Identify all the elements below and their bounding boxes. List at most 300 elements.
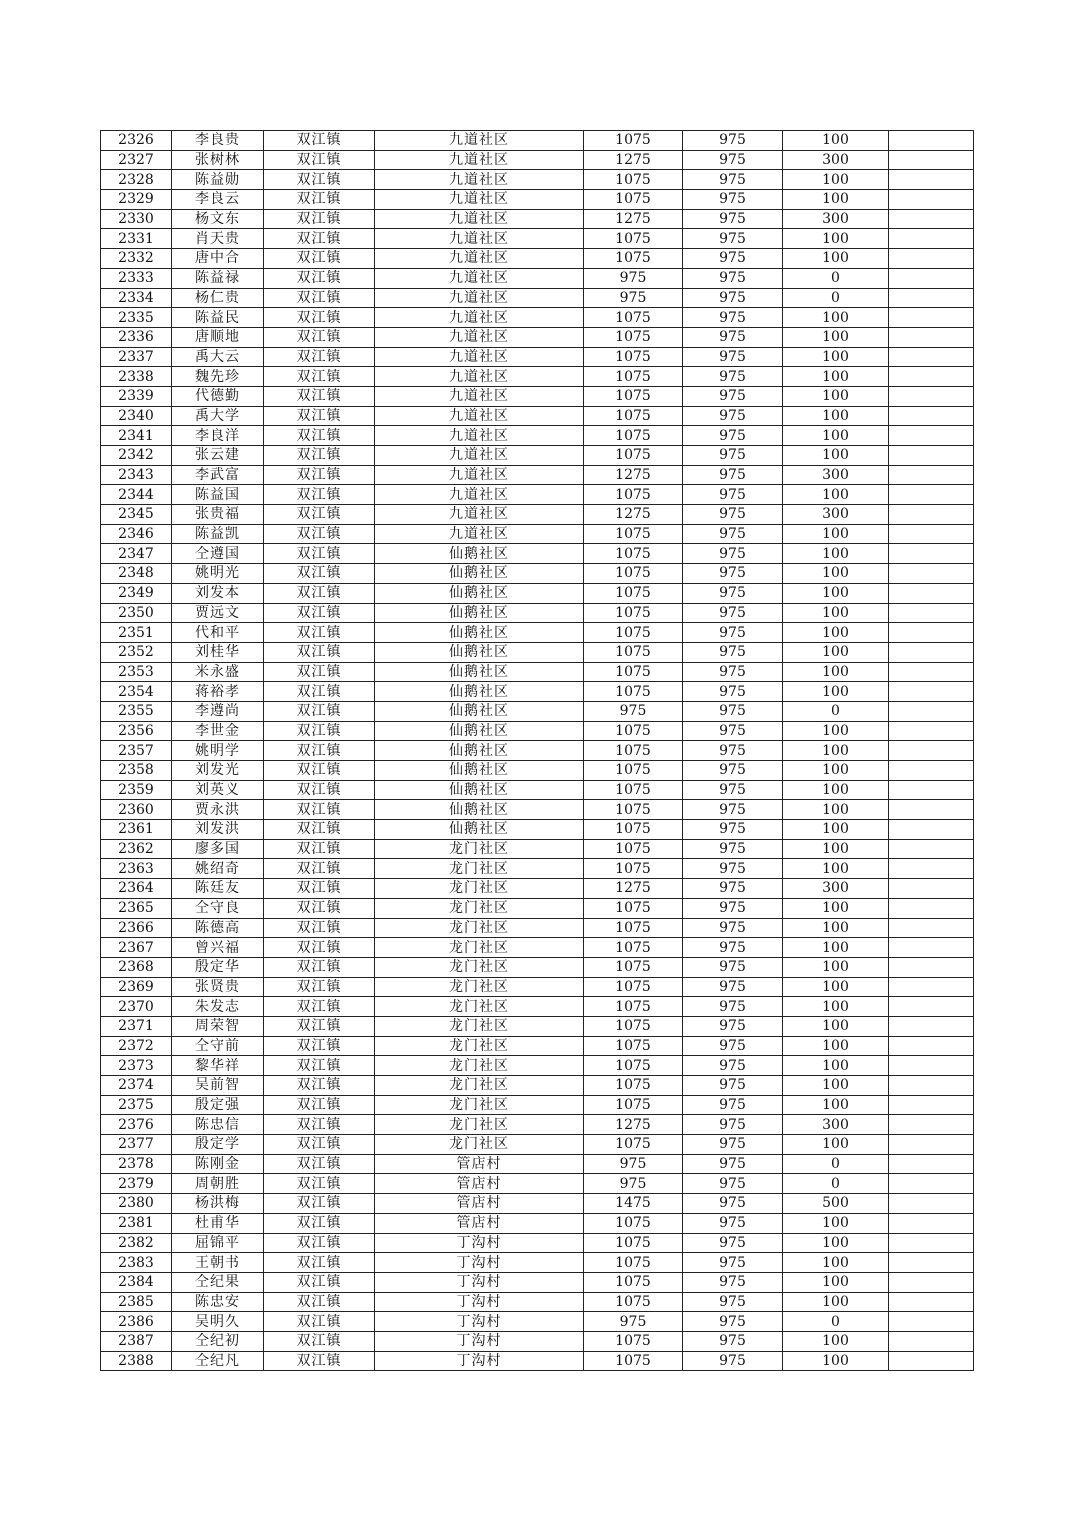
cell-row-number: 2329 (101, 190, 172, 210)
cell-row-number: 2374 (101, 1076, 172, 1096)
cell-amount-base: 975 (683, 386, 783, 406)
cell-remark (889, 249, 974, 269)
cell-remark (889, 918, 974, 938)
cell-town: 双江镇 (264, 701, 375, 721)
cell-amount-diff: 100 (783, 938, 889, 958)
cell-town: 双江镇 (264, 1036, 375, 1056)
cell-name: 仝遵国 (172, 544, 264, 564)
cell-name: 殷定学 (172, 1135, 264, 1155)
cell-row-number: 2373 (101, 1056, 172, 1076)
cell-remark (889, 406, 974, 426)
cell-amount-diff: 100 (783, 957, 889, 977)
cell-name: 殷定华 (172, 957, 264, 977)
table-row (101, 977, 974, 997)
cell-town: 双江镇 (264, 1233, 375, 1253)
cell-row-number: 2346 (101, 524, 172, 544)
cell-village: 九道社区 (375, 249, 584, 269)
cell-village: 龙门社区 (375, 1115, 584, 1135)
cell-row-number: 2364 (101, 879, 172, 899)
cell-remark (889, 465, 974, 485)
cell-name: 魏先珍 (172, 367, 264, 387)
cell-amount-total: 1075 (584, 859, 683, 879)
cell-amount-base: 975 (683, 1331, 783, 1351)
cell-amount-base: 975 (683, 1076, 783, 1096)
cell-remark (889, 1016, 974, 1036)
cell-remark (889, 1135, 974, 1155)
cell-row-number: 2328 (101, 170, 172, 190)
cell-village: 九道社区 (375, 150, 584, 170)
cell-remark (889, 426, 974, 446)
cell-remark (889, 268, 974, 288)
cell-amount-diff: 100 (783, 1253, 889, 1273)
cell-town: 双江镇 (264, 465, 375, 485)
cell-town: 双江镇 (264, 859, 375, 879)
cell-remark (889, 642, 974, 662)
table-row (101, 170, 974, 190)
cell-name: 屈锦平 (172, 1233, 264, 1253)
cell-remark (889, 1312, 974, 1332)
cell-amount-total: 1075 (584, 1272, 683, 1292)
cell-town: 双江镇 (264, 446, 375, 466)
cell-amount-base: 975 (683, 1016, 783, 1036)
cell-amount-diff: 100 (783, 131, 889, 151)
table-row (101, 1272, 974, 1292)
cell-name: 刘桂华 (172, 642, 264, 662)
table-row (101, 131, 974, 151)
cell-amount-total: 975 (584, 1174, 683, 1194)
cell-amount-base: 975 (683, 1056, 783, 1076)
table-row (101, 1213, 974, 1233)
cell-village: 九道社区 (375, 209, 584, 229)
cell-village: 仙鹅社区 (375, 701, 584, 721)
cell-amount-base: 975 (683, 1272, 783, 1292)
cell-amount-diff: 300 (783, 1115, 889, 1135)
cell-row-number: 2371 (101, 1016, 172, 1036)
cell-remark (889, 800, 974, 820)
cell-amount-diff: 100 (783, 977, 889, 997)
cell-amount-base: 975 (683, 898, 783, 918)
table-row (101, 347, 974, 367)
cell-row-number: 2376 (101, 1115, 172, 1135)
cell-name: 陈益国 (172, 485, 264, 505)
cell-amount-base: 975 (683, 1351, 783, 1371)
cell-amount-total: 1075 (584, 426, 683, 446)
cell-amount-diff: 100 (783, 721, 889, 741)
table-row (101, 249, 974, 269)
cell-amount-total: 1075 (584, 229, 683, 249)
cell-remark (889, 327, 974, 347)
table-row (101, 465, 974, 485)
cell-row-number: 2384 (101, 1272, 172, 1292)
cell-name: 禹大云 (172, 347, 264, 367)
table-row (101, 879, 974, 899)
cell-remark (889, 721, 974, 741)
cell-town: 双江镇 (264, 1272, 375, 1292)
cell-remark (889, 701, 974, 721)
table-row (101, 268, 974, 288)
table-row (101, 918, 974, 938)
table-row (101, 1154, 974, 1174)
cell-town: 双江镇 (264, 1154, 375, 1174)
cell-row-number: 2363 (101, 859, 172, 879)
cell-amount-total: 1075 (584, 977, 683, 997)
cell-village: 丁沟村 (375, 1272, 584, 1292)
cell-amount-diff: 100 (783, 564, 889, 584)
cell-amount-diff: 100 (783, 800, 889, 820)
cell-name: 仝守良 (172, 898, 264, 918)
cell-town: 双江镇 (264, 879, 375, 899)
table-row (101, 229, 974, 249)
table-row (101, 190, 974, 210)
cell-name: 陈益勋 (172, 170, 264, 190)
cell-name: 仝纪初 (172, 1331, 264, 1351)
cell-village: 九道社区 (375, 386, 584, 406)
cell-amount-diff: 100 (783, 1272, 889, 1292)
cell-amount-base: 975 (683, 131, 783, 151)
table-row (101, 1016, 974, 1036)
cell-remark (889, 1194, 974, 1214)
cell-amount-base: 975 (683, 209, 783, 229)
cell-amount-diff: 100 (783, 1095, 889, 1115)
cell-town: 双江镇 (264, 1095, 375, 1115)
cell-village: 仙鹅社区 (375, 721, 584, 741)
cell-amount-base: 975 (683, 1194, 783, 1214)
cell-row-number: 2382 (101, 1233, 172, 1253)
cell-row-number: 2377 (101, 1135, 172, 1155)
cell-remark (889, 544, 974, 564)
cell-name: 张云建 (172, 446, 264, 466)
cell-village: 龙门社区 (375, 1135, 584, 1155)
cell-amount-diff: 100 (783, 170, 889, 190)
cell-name: 肖天贵 (172, 229, 264, 249)
cell-amount-base: 975 (683, 839, 783, 859)
cell-row-number: 2387 (101, 1331, 172, 1351)
cell-amount-base: 975 (683, 170, 783, 190)
cell-amount-diff: 100 (783, 524, 889, 544)
cell-village: 丁沟村 (375, 1292, 584, 1312)
cell-amount-diff: 100 (783, 898, 889, 918)
cell-remark (889, 1174, 974, 1194)
cell-amount-total: 1075 (584, 406, 683, 426)
cell-row-number: 2331 (101, 229, 172, 249)
cell-amount-base: 975 (683, 1253, 783, 1273)
cell-amount-diff: 100 (783, 1331, 889, 1351)
cell-name: 姚绍奇 (172, 859, 264, 879)
cell-row-number: 2360 (101, 800, 172, 820)
cell-row-number: 2370 (101, 997, 172, 1017)
cell-row-number: 2361 (101, 820, 172, 840)
table-row (101, 505, 974, 525)
cell-name: 刘发洪 (172, 820, 264, 840)
table-row (101, 1194, 974, 1214)
cell-village: 仙鹅社区 (375, 583, 584, 603)
cell-amount-diff: 100 (783, 1036, 889, 1056)
cell-remark (889, 780, 974, 800)
cell-row-number: 2343 (101, 465, 172, 485)
cell-village: 龙门社区 (375, 1076, 584, 1096)
cell-row-number: 2368 (101, 957, 172, 977)
cell-name: 贾远文 (172, 603, 264, 623)
cell-remark (889, 1233, 974, 1253)
cell-amount-total: 975 (584, 268, 683, 288)
cell-remark (889, 623, 974, 643)
table-row (101, 1056, 974, 1076)
cell-village: 龙门社区 (375, 1056, 584, 1076)
cell-amount-base: 975 (683, 1174, 783, 1194)
cell-amount-base: 975 (683, 603, 783, 623)
cell-name: 贾永洪 (172, 800, 264, 820)
cell-name: 张贤贵 (172, 977, 264, 997)
cell-amount-diff: 100 (783, 603, 889, 623)
cell-village: 九道社区 (375, 170, 584, 190)
cell-amount-diff: 100 (783, 623, 889, 643)
cell-amount-total: 1275 (584, 1115, 683, 1135)
cell-row-number: 2338 (101, 367, 172, 387)
cell-town: 双江镇 (264, 485, 375, 505)
cell-amount-base: 975 (683, 918, 783, 938)
cell-name: 张树林 (172, 150, 264, 170)
cell-amount-diff: 100 (783, 386, 889, 406)
cell-amount-base: 975 (683, 327, 783, 347)
table-row (101, 859, 974, 879)
cell-row-number: 2335 (101, 308, 172, 328)
cell-name: 李武富 (172, 465, 264, 485)
table-row (101, 150, 974, 170)
table-row (101, 1253, 974, 1273)
cell-village: 九道社区 (375, 131, 584, 151)
cell-name: 陈德高 (172, 918, 264, 938)
cell-town: 双江镇 (264, 426, 375, 446)
table-row (101, 386, 974, 406)
cell-town: 双江镇 (264, 150, 375, 170)
cell-town: 双江镇 (264, 682, 375, 702)
table-row (101, 1095, 974, 1115)
cell-village: 龙门社区 (375, 957, 584, 977)
cell-remark (889, 190, 974, 210)
cell-amount-base: 975 (683, 485, 783, 505)
cell-village: 龙门社区 (375, 1036, 584, 1056)
cell-remark (889, 1253, 974, 1273)
cell-village: 管店村 (375, 1194, 584, 1214)
cell-amount-diff: 100 (783, 780, 889, 800)
cell-name: 陈益民 (172, 308, 264, 328)
cell-village: 仙鹅社区 (375, 603, 584, 623)
cell-town: 双江镇 (264, 170, 375, 190)
cell-town: 双江镇 (264, 327, 375, 347)
table-row (101, 1331, 974, 1351)
cell-name: 李遵尚 (172, 701, 264, 721)
cell-row-number: 2327 (101, 150, 172, 170)
cell-row-number: 2339 (101, 386, 172, 406)
cell-amount-total: 975 (584, 701, 683, 721)
cell-amount-diff: 100 (783, 308, 889, 328)
cell-town: 双江镇 (264, 1174, 375, 1194)
cell-town: 双江镇 (264, 1213, 375, 1233)
cell-remark (889, 1115, 974, 1135)
cell-village: 九道社区 (375, 308, 584, 328)
cell-amount-diff: 100 (783, 997, 889, 1017)
cell-amount-base: 975 (683, 741, 783, 761)
table-row (101, 800, 974, 820)
cell-town: 双江镇 (264, 623, 375, 643)
cell-amount-total: 1075 (584, 800, 683, 820)
cell-name: 朱发志 (172, 997, 264, 1017)
cell-town: 双江镇 (264, 229, 375, 249)
cell-amount-total: 975 (584, 288, 683, 308)
cell-amount-base: 975 (683, 820, 783, 840)
cell-amount-diff: 100 (783, 249, 889, 269)
cell-village: 龙门社区 (375, 997, 584, 1017)
cell-village: 九道社区 (375, 406, 584, 426)
cell-row-number: 2357 (101, 741, 172, 761)
cell-row-number: 2353 (101, 662, 172, 682)
cell-name: 曾兴福 (172, 938, 264, 958)
table-row (101, 1135, 974, 1155)
cell-amount-base: 975 (683, 406, 783, 426)
cell-village: 丁沟村 (375, 1253, 584, 1273)
cell-town: 双江镇 (264, 583, 375, 603)
cell-amount-total: 1075 (584, 583, 683, 603)
cell-amount-total: 1075 (584, 957, 683, 977)
cell-amount-total: 1075 (584, 997, 683, 1017)
cell-name: 刘发光 (172, 761, 264, 781)
cell-amount-diff: 100 (783, 761, 889, 781)
cell-row-number: 2388 (101, 1351, 172, 1371)
cell-row-number: 2380 (101, 1194, 172, 1214)
cell-amount-total: 1475 (584, 1194, 683, 1214)
cell-remark (889, 583, 974, 603)
cell-name: 仝纪凡 (172, 1351, 264, 1371)
cell-name: 蒋裕孝 (172, 682, 264, 702)
table-row (101, 682, 974, 702)
cell-town: 双江镇 (264, 131, 375, 151)
cell-town: 双江镇 (264, 1115, 375, 1135)
cell-remark (889, 288, 974, 308)
cell-row-number: 2336 (101, 327, 172, 347)
cell-amount-total: 975 (584, 1312, 683, 1332)
cell-row-number: 2333 (101, 268, 172, 288)
cell-village: 仙鹅社区 (375, 642, 584, 662)
cell-amount-base: 975 (683, 859, 783, 879)
cell-amount-base: 975 (683, 505, 783, 525)
cell-village: 九道社区 (375, 524, 584, 544)
cell-town: 双江镇 (264, 367, 375, 387)
cell-village: 九道社区 (375, 268, 584, 288)
cell-village: 龙门社区 (375, 977, 584, 997)
cell-remark (889, 1036, 974, 1056)
cell-amount-total: 1075 (584, 1351, 683, 1371)
cell-amount-total: 1075 (584, 1016, 683, 1036)
cell-amount-diff: 100 (783, 426, 889, 446)
cell-name: 李良贵 (172, 131, 264, 151)
cell-amount-diff: 100 (783, 1292, 889, 1312)
cell-town: 双江镇 (264, 268, 375, 288)
cell-remark (889, 150, 974, 170)
cell-amount-total: 1075 (584, 662, 683, 682)
cell-remark (889, 1076, 974, 1096)
table-row (101, 957, 974, 977)
table-row (101, 820, 974, 840)
cell-amount-total: 1075 (584, 938, 683, 958)
cell-amount-diff: 100 (783, 1016, 889, 1036)
cell-name: 殷定强 (172, 1095, 264, 1115)
cell-remark (889, 761, 974, 781)
cell-amount-diff: 300 (783, 150, 889, 170)
cell-amount-base: 975 (683, 1036, 783, 1056)
cell-amount-base: 975 (683, 977, 783, 997)
cell-row-number: 2345 (101, 505, 172, 525)
cell-village: 九道社区 (375, 190, 584, 210)
cell-name: 杜甫华 (172, 1213, 264, 1233)
table-row (101, 741, 974, 761)
cell-amount-diff: 100 (783, 229, 889, 249)
cell-remark (889, 1056, 974, 1076)
cell-village: 丁沟村 (375, 1351, 584, 1371)
cell-amount-base: 975 (683, 879, 783, 899)
cell-name: 禹大学 (172, 406, 264, 426)
cell-town: 双江镇 (264, 918, 375, 938)
cell-name: 周荣智 (172, 1016, 264, 1036)
cell-amount-diff: 300 (783, 505, 889, 525)
cell-name: 仝纪果 (172, 1272, 264, 1292)
cell-amount-total: 1075 (584, 524, 683, 544)
cell-amount-total: 1075 (584, 780, 683, 800)
cell-amount-diff: 100 (783, 839, 889, 859)
cell-village: 管店村 (375, 1213, 584, 1233)
cell-remark (889, 957, 974, 977)
cell-row-number: 2359 (101, 780, 172, 800)
cell-name: 刘英义 (172, 780, 264, 800)
cell-amount-total: 1075 (584, 898, 683, 918)
cell-village: 九道社区 (375, 465, 584, 485)
table-row (101, 544, 974, 564)
cell-amount-total: 1075 (584, 1036, 683, 1056)
cell-amount-diff: 100 (783, 820, 889, 840)
cell-row-number: 2341 (101, 426, 172, 446)
cell-town: 双江镇 (264, 957, 375, 977)
cell-amount-diff: 300 (783, 879, 889, 899)
cell-village: 龙门社区 (375, 938, 584, 958)
cell-amount-total: 1075 (584, 1076, 683, 1096)
cell-amount-total: 1075 (584, 918, 683, 938)
cell-amount-base: 975 (683, 249, 783, 269)
cell-amount-diff: 100 (783, 367, 889, 387)
table-row (101, 1115, 974, 1135)
cell-row-number: 2354 (101, 682, 172, 702)
cell-amount-total: 1075 (584, 642, 683, 662)
cell-village: 九道社区 (375, 327, 584, 347)
cell-amount-base: 975 (683, 623, 783, 643)
table-row (101, 367, 974, 387)
table-row (101, 1076, 974, 1096)
cell-row-number: 2378 (101, 1154, 172, 1174)
cell-remark (889, 1272, 974, 1292)
cell-amount-base: 975 (683, 761, 783, 781)
cell-name: 吴前智 (172, 1076, 264, 1096)
cell-name: 仝守前 (172, 1036, 264, 1056)
table-row (101, 583, 974, 603)
cell-town: 双江镇 (264, 1331, 375, 1351)
table-row (101, 997, 974, 1017)
cell-amount-total: 1275 (584, 209, 683, 229)
cell-town: 双江镇 (264, 603, 375, 623)
cell-amount-diff: 100 (783, 1135, 889, 1155)
cell-town: 双江镇 (264, 780, 375, 800)
cell-name: 廖多国 (172, 839, 264, 859)
cell-row-number: 2365 (101, 898, 172, 918)
cell-amount-total: 1075 (584, 1331, 683, 1351)
table-row (101, 288, 974, 308)
